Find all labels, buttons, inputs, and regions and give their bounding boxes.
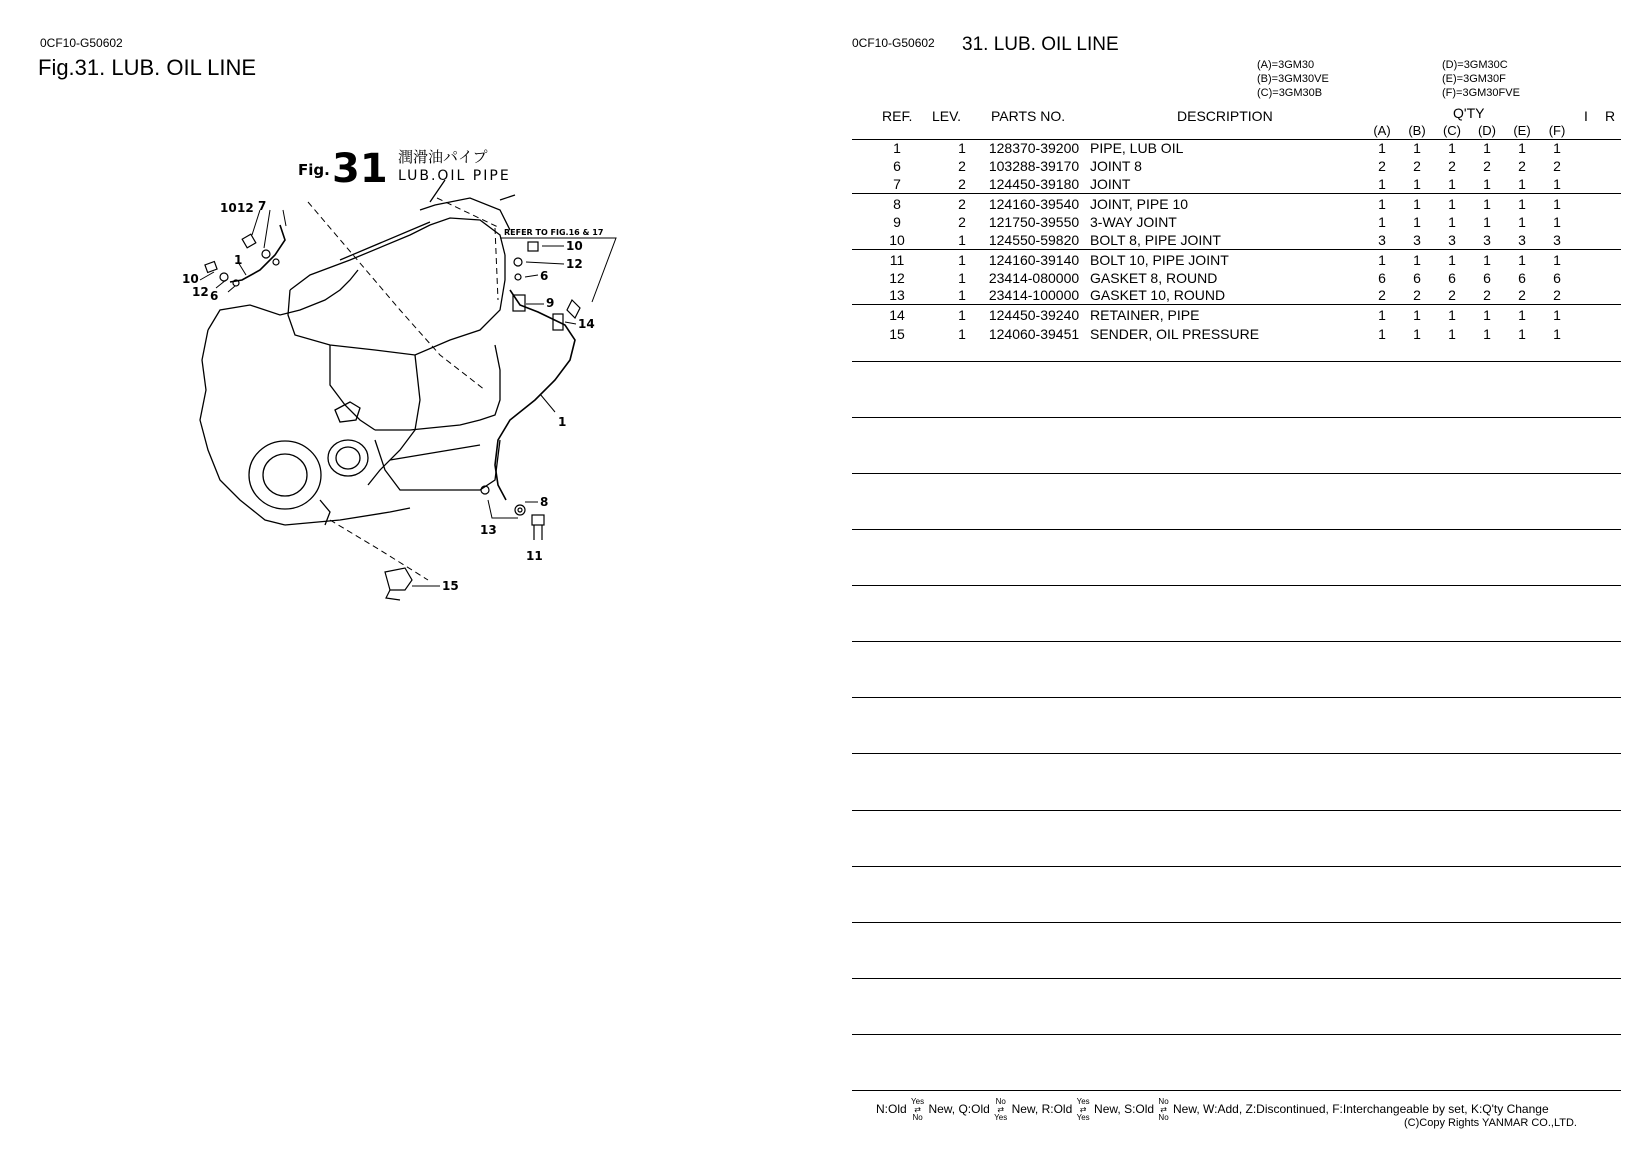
cell-qty-b: 6 [1413,270,1421,286]
legend-q-no: No [995,1097,1006,1106]
legend-rest: W:Add, Z:Discontinued, F:Interchangeable by set, K:Q'ty Change [1203,1102,1549,1117]
cell-qty-d: 2 [1483,158,1491,174]
cell-qty-e: 1 [1518,196,1526,212]
model-a: (A)=3GM30 [1257,59,1315,71]
cell-qty-f: 1 [1553,252,1561,268]
callout-12a: 12 [237,201,254,215]
fittings-drawing [205,234,580,600]
diagram-title-en: LUB.OIL PIPE [398,168,511,184]
cell-qty-b: 3 [1413,232,1421,248]
left-page-code: 0CF10-G50602 [40,36,123,50]
cell-qty-e: 1 [1518,176,1526,192]
lub-oil-pipe-drawing [230,225,575,500]
cell-qty-c: 2 [1448,287,1456,303]
legend-n-arrow: Yes ⇄ No [911,1097,925,1122]
cell-qty-e: 6 [1518,270,1526,286]
cell-qty-a: 1 [1378,140,1386,156]
cell-ref: 15 [889,326,905,342]
cell-qty-d: 1 [1483,176,1491,192]
model-key-right [1442,58,1520,100]
table-row [852,326,1621,344]
cell-qty-a: 3 [1378,232,1386,248]
page-rule [852,641,1621,642]
cell-qty-e: 1 [1518,252,1526,268]
header-lev: LEV. [932,108,962,124]
cell-part-no: 124450-39240 [988,307,1080,323]
cell-qty-d: 1 [1483,252,1491,268]
table-row [852,140,1621,158]
table-row [852,158,1621,176]
header-description: DESCRIPTION [1177,108,1273,124]
header-i: I [1584,108,1588,124]
cell-lev: 2 [958,158,966,174]
cell-qty-b: 2 [1413,287,1421,303]
model-b: (B)=3GM30VE [1257,73,1329,85]
cell-lev: 1 [958,326,966,342]
callout-11: 11 [526,549,543,563]
cell-lev: 2 [958,214,966,230]
cell-qty-c: 1 [1448,214,1456,230]
table-row [852,214,1621,232]
cell-qty-f: 1 [1553,326,1561,342]
legend-s-new: New, [1173,1102,1200,1117]
callout-9: 9 [546,296,555,310]
callout-10b: 10 [182,272,199,286]
cell-ref: 8 [893,196,901,212]
legend-n: N:Old [876,1102,907,1117]
page-rule [852,697,1621,698]
page-rule [852,1090,1621,1091]
legend-q-yes: Yes [994,1113,1008,1122]
callout-leaders [200,210,576,586]
legend-r-yes: Yes [1076,1097,1090,1106]
cell-qty-a: 6 [1378,270,1386,286]
cell-description: 3-WAY JOINT [1090,214,1177,230]
cell-qty-d: 2 [1483,287,1491,303]
cell-description: JOINT, PIPE 10 [1090,196,1189,212]
cell-ref: 12 [889,270,905,286]
callout-12c: 12 [566,257,583,271]
page-rule [852,978,1621,979]
table-row [852,307,1621,325]
cell-qty-c: 1 [1448,196,1456,212]
page-rule [852,585,1621,586]
cell-ref: 6 [893,158,901,174]
cell-lev: 1 [958,307,966,323]
legend-r-yes2: Yes [1076,1113,1090,1122]
callout-6a: 6 [210,289,219,303]
cell-part-no: 23414-080000 [988,270,1080,286]
callout-6b: 6 [540,269,549,283]
refer-note: REFER TO FIG.16 & 17 [504,228,604,237]
table-row [852,270,1621,288]
legend-s: S:Old [1124,1102,1155,1117]
legend-r-arrow: Yes ⇄ Yes [1076,1097,1090,1122]
cell-qty-e: 1 [1518,326,1526,342]
legend-q-arrow: No ⇄ Yes [994,1097,1008,1122]
cell-part-no: 124550-59820 [988,232,1080,248]
diagram-title-jp: 潤滑油パイプ [398,148,488,166]
cell-qty-a: 1 [1378,252,1386,268]
qty-col-c: (C) [1442,123,1462,138]
legend-n-no: No [912,1113,923,1122]
callout-7: 7 [258,199,267,213]
right-page-code: 0CF10-G50602 [852,36,935,50]
cell-qty-b: 1 [1413,252,1421,268]
model-d: (D)=3GM30C [1442,59,1508,71]
table-row [852,232,1621,250]
cell-qty-d: 3 [1483,232,1491,248]
cell-part-no: 124160-39540 [988,196,1080,212]
table-row [852,176,1621,194]
cell-qty-c: 1 [1448,140,1456,156]
copyright-notice: (C)Copy Rights YANMAR CO.,LTD. [1404,1117,1577,1129]
model-key-left [1257,58,1329,100]
cell-ref: 13 [889,287,905,303]
cell-qty-c: 6 [1448,270,1456,286]
cell-lev: 1 [958,270,966,286]
cell-lev: 1 [958,140,966,156]
right-page-title: 31. LUB. OIL LINE [962,34,1119,55]
cell-description: BOLT 8, PIPE JOINT [1090,232,1221,248]
legend-r: R:Old [1041,1102,1073,1117]
callout-10a: 10 [220,201,237,215]
cell-qty-d: 1 [1483,326,1491,342]
left-page-title: Fig.31. LUB. OIL LINE [38,55,257,80]
cell-qty-a: 1 [1378,307,1386,323]
cell-qty-a: 1 [1378,196,1386,212]
cell-ref: 7 [893,176,901,192]
cell-qty-b: 1 [1413,307,1421,323]
cell-ref: 9 [893,214,901,230]
page-rule [852,1034,1621,1035]
cell-qty-f: 1 [1553,214,1561,230]
legend-s-no2: No [1158,1113,1169,1122]
cell-qty-a: 2 [1378,287,1386,303]
cell-ref: 11 [889,252,905,268]
cell-part-no: 124450-39180 [988,176,1080,192]
header-parts-no: PARTS NO. [991,108,1066,124]
callout-15: 15 [442,579,459,593]
cell-description: PIPE, LUB OIL [1090,140,1184,156]
model-c: (C)=3GM30B [1257,87,1323,99]
refer-note-bracket [500,238,616,302]
cell-qty-e: 1 [1518,214,1526,230]
cell-qty-c: 1 [1448,252,1456,268]
cell-lev: 1 [958,287,966,303]
cell-qty-c: 1 [1448,176,1456,192]
diagram-fig-prefix: Fig. [298,161,330,179]
cell-qty-b: 1 [1413,214,1421,230]
cell-part-no: 124160-39140 [988,252,1080,268]
legend-q-new: New, [1011,1102,1039,1117]
cell-lev: 2 [958,176,966,192]
table-row [852,287,1621,305]
page-rule [852,529,1621,530]
cell-qty-e: 2 [1518,158,1526,174]
cell-ref: 14 [889,307,905,323]
cell-qty-c: 1 [1448,307,1456,323]
cell-qty-b: 1 [1413,196,1421,212]
qty-col-a: (A) [1373,123,1391,138]
page-rule [852,866,1621,867]
cell-part-no: 103288-39170 [988,158,1080,174]
cell-qty-f: 2 [1553,158,1561,174]
cell-qty-e: 1 [1518,307,1526,323]
cell-qty-e: 1 [1518,140,1526,156]
cell-qty-d: 1 [1483,140,1491,156]
cell-qty-c: 2 [1448,158,1456,174]
legend-r-new: New, [1094,1102,1121,1117]
cell-part-no: 124060-39451 [988,326,1080,342]
cell-qty-f: 1 [1553,307,1561,323]
qty-col-e: (E) [1513,123,1531,138]
cell-part-no: 128370-39200 [988,140,1080,156]
page-rule [852,753,1621,754]
exploded-parts-diagram [180,140,700,640]
cell-qty-f: 1 [1553,196,1561,212]
cell-lev: 1 [958,252,966,268]
qty-col-b: (B) [1408,123,1426,138]
page-rule [852,922,1621,923]
header-r: R [1605,108,1616,124]
model-e: (E)=3GM30F [1442,73,1506,85]
callout-14: 14 [578,317,595,331]
qty-col-f: (F) [1548,123,1566,138]
cell-qty-b: 1 [1413,176,1421,192]
page-rule [852,361,1621,362]
diagram-fig-number: 31 [332,146,388,192]
cell-qty-d: 1 [1483,307,1491,323]
header-qty: Q'TY [1453,105,1485,121]
model-f: (F)=3GM30FVE [1442,87,1520,99]
legend-n-yes: Yes [911,1097,925,1106]
callout-1a: 1 [234,253,243,267]
cell-qty-d: 1 [1483,214,1491,230]
cell-qty-f: 1 [1553,140,1561,156]
cell-qty-f: 3 [1553,232,1561,248]
table-row [852,196,1621,214]
header-ref: REF. [882,108,913,124]
cell-qty-a: 1 [1378,176,1386,192]
cell-qty-e: 3 [1518,232,1526,248]
cell-qty-b: 1 [1413,140,1421,156]
callout-13: 13 [480,523,497,537]
cell-description: BOLT 10, PIPE JOINT [1090,252,1229,268]
cell-description: GASKET 8, ROUND [1090,270,1218,286]
cell-ref: 10 [889,232,905,248]
cell-qty-c: 1 [1448,326,1456,342]
legend-s-no: No [1158,1097,1169,1106]
cell-lev: 1 [958,232,966,248]
cell-qty-b: 2 [1413,158,1421,174]
explode-dashed-lines [308,198,500,580]
cell-qty-f: 2 [1553,287,1561,303]
cell-description: GASKET 10, ROUND [1090,287,1226,303]
legend-n-new: New, [928,1102,956,1117]
cell-ref: 1 [893,140,901,156]
callout-1b: 1 [558,415,567,429]
callout-numbers [182,199,595,593]
page-rule [852,810,1621,811]
cell-description: RETAINER, PIPE [1090,307,1200,323]
legend-s-arrow: No ⇄ No [1158,1097,1169,1122]
cell-description: JOINT [1090,176,1131,192]
callout-8: 8 [540,495,549,509]
table-row [852,252,1621,270]
cell-part-no: 121750-39550 [988,214,1080,230]
cell-lev: 2 [958,196,966,212]
cell-qty-c: 3 [1448,232,1456,248]
page-rule [852,417,1621,418]
callout-12b: 12 [192,285,209,299]
cell-description: JOINT 8 [1090,158,1142,174]
cell-qty-b: 1 [1413,326,1421,342]
cell-qty-d: 1 [1483,196,1491,212]
legend-q: Q:Old [958,1102,990,1117]
cell-part-no: 23414-100000 [988,287,1080,303]
page-rule [852,473,1621,474]
cell-qty-a: 2 [1378,158,1386,174]
qty-col-d: (D) [1477,123,1497,138]
cell-qty-d: 6 [1483,270,1491,286]
cell-qty-f: 1 [1553,176,1561,192]
callout-10c: 10 [566,239,583,253]
cell-qty-f: 6 [1553,270,1561,286]
cell-qty-e: 2 [1518,287,1526,303]
cell-qty-a: 1 [1378,326,1386,342]
cell-qty-a: 1 [1378,214,1386,230]
engine-block-drawing [200,180,515,525]
cell-description: SENDER, OIL PRESSURE [1090,326,1260,342]
